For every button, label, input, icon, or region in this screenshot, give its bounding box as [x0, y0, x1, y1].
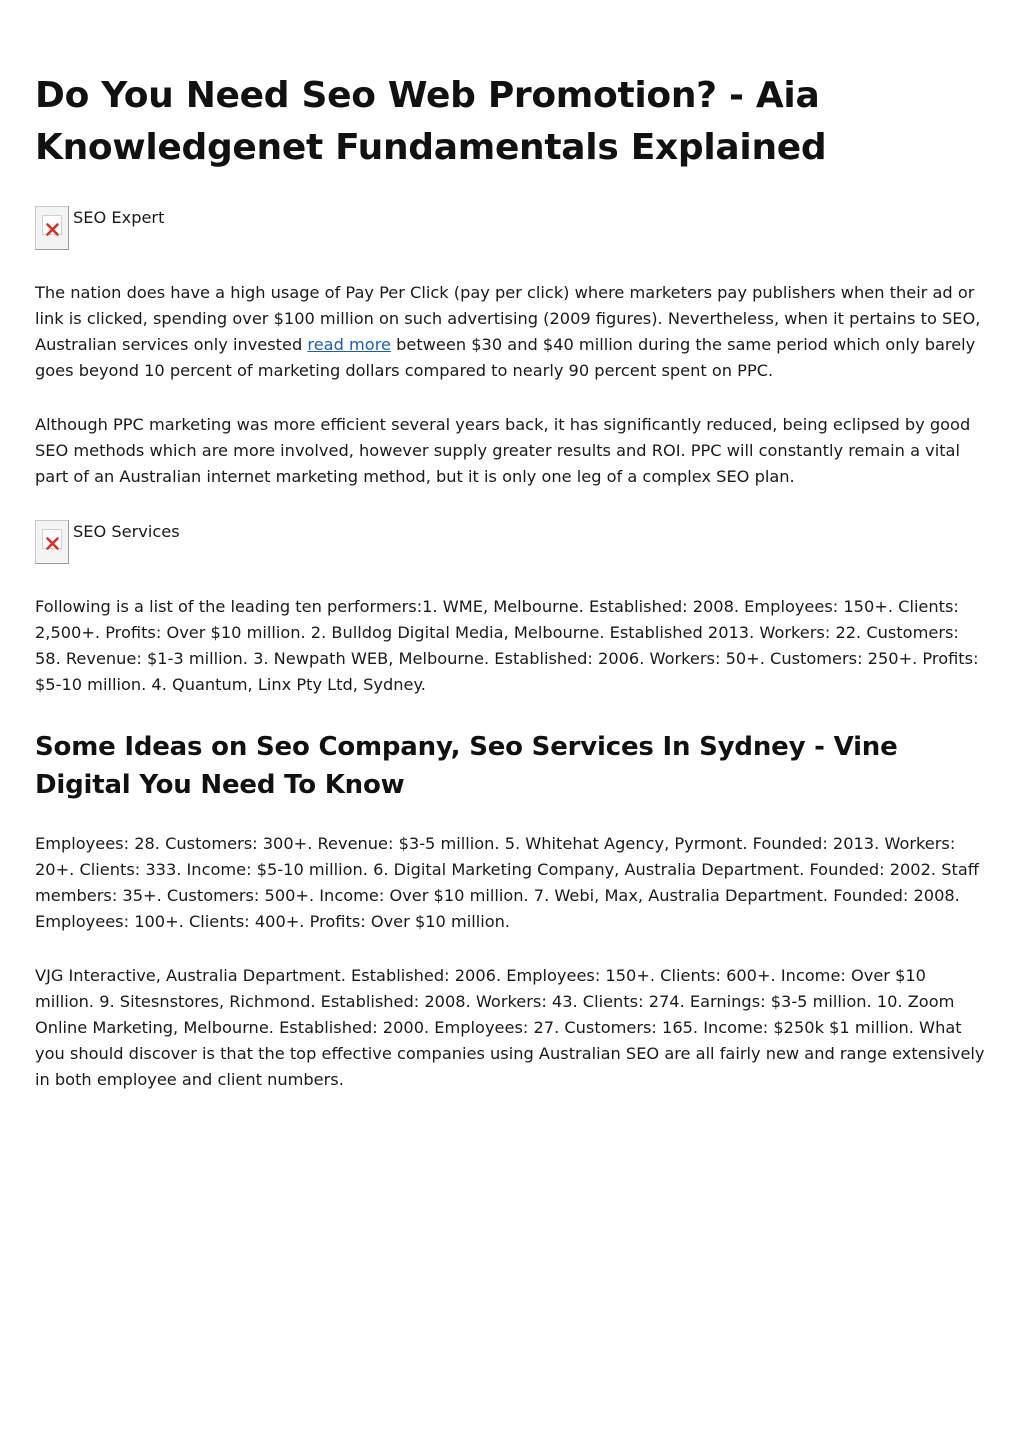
subheading-block — [35, 728, 988, 804]
page-title: Do You Need Seo Web Promotion? - Aia Knowledgenet Fundamentals Explained — [35, 75, 827, 168]
image-seo-expert — [35, 204, 988, 250]
paragraph-top-performers: Following is a list of the leading ten performers:1. WME, Melbourne. Established: 2008. Employees: 150+. Clients: 2,500+. Profits: Over $10 million. 2. Bulldog Digital Media, Melbourne. Established 2013. Workers: 22. Customers: 58. Revenue: $1-3 million. 3. Newpath WEB, Melbourne. Established: 2006. Workers: 50+. Customers: 250+. Profits: $5-10 million. 4. Quantum, Linx Pty Ltd, Sydney. — [35, 597, 979, 694]
paragraph-text: The nation does have a high usage of Pay Per Click (pay per click) where marketers pay publishers when their ad or link is clicked, spending over $100 million on such advertising (2009 figures). Nevertheless, when it pertains to SEO, Australian services only invested — [35, 283, 981, 354]
paragraph-ppc-efficiency: Although PPC marketing was more efficient several years back, it has significantly reduced, being eclipsed by good SEO methods which are more involved, however supply greater results and ROI. PPC will constantly remain a vital part of an Australian internet marketing method, but it is only one leg of a complex SEO plan. — [35, 415, 971, 486]
image-alt-text: SEO Services — [73, 522, 180, 541]
read-more-link[interactable]: read more — [307, 335, 391, 354]
title-block — [35, 70, 988, 174]
section-heading: Some Ideas on Seo Company, Seo Services In Sydney - Vine Digital You Need To Know — [35, 732, 898, 800]
image-alt-text: SEO Expert — [73, 208, 165, 227]
image-seo-services — [35, 518, 988, 564]
broken-image-icon — [35, 520, 69, 564]
paragraph-company-list-2: VJG Interactive, Australia Department. Established: 2006. Employees: 150+. Clients: 600+. Income: Over $10 million. 9. Sitesnstores, Richmond. Established: 2008. Workers: 43. Clients: 274. Earnings: $3-5 million. 10. Zoom Online Marketing, Melbourne. Established: 2000. Employees: 27. Customers: 165. Income: $250k $1 million. What you should discover is that the top effective companies using Australian SEO are all fairly new and range extensively in both employee and client numbers. — [35, 966, 985, 1089]
paragraph-text: between $30 and $40 million during the same period which only barely goes beyond 10 percent of marketing dollars compared to nearly 90 percent spent on PPC. — [35, 335, 976, 380]
paragraph-company-list-1: Employees: 28. Customers: 300+. Revenue: $3-5 million. 5. Whitehat Agency, Pyrmont. Founded: 2013. Workers: 20+. Clients: 333. Income: $5-10 million. 6. Digital Marketing Company, Australia Department. Founded: 2002. Staff members: 35+. Customers: 500+. Income: Over $10 million. 7. Webi, Max, Australia Department. Founded: 2008. Employees: 100+. Clients: 400+. Profits: Over $10 million. — [35, 834, 979, 931]
broken-image-icon — [35, 206, 69, 250]
paragraph-ppc-usage — [35, 280, 988, 384]
